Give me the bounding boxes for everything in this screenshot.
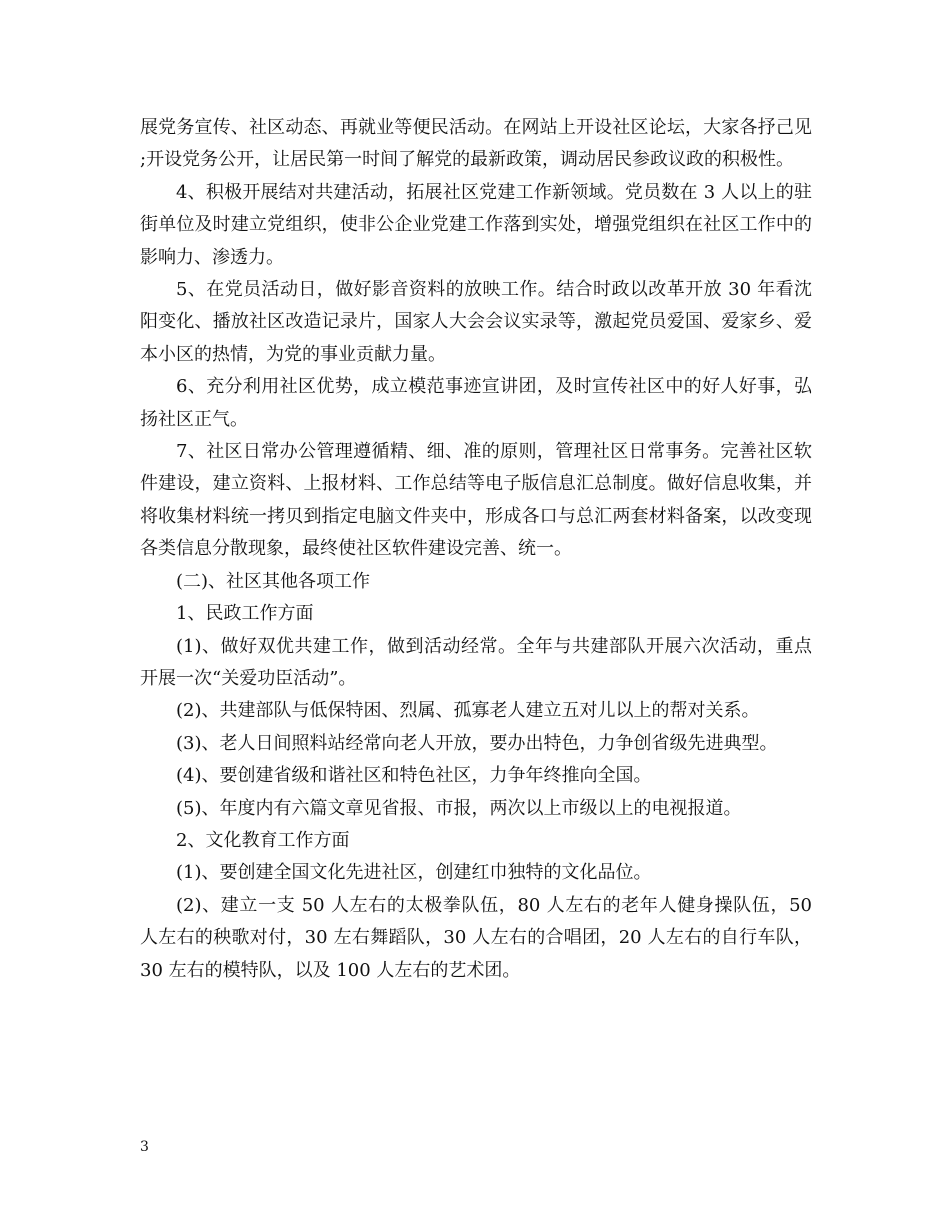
section-heading: (二)、社区其他各项工作 [176,570,371,592]
document-body [140,112,812,987]
subsection-heading: 1、民政工作方面 [176,603,314,625]
page-number: 3 [140,1139,149,1155]
paragraph: 4、积极开展结对共建活动，拓展社区党建工作新领域。党员数在 3 人以上的驻街单位及时建立党组织，使非公企业党建工作落到实处，增强党组织在社区工作中的影响力、渗透力。 [140,181,812,268]
list-item: (2)、建立一支 50 人左右的太极拳队伍，80 人左右的老年人健身操队伍，50 人左右的秧歌对付，30 左右舞蹈队，30 人左右的合唱团，20 人左右的自行车队，30 左右的模特队，以及 100 人左右的艺术团。 [140,894,812,981]
list-item: (1)、要创建全国文化先进社区，创建红巾独特的文化品位。 [176,862,652,884]
paragraph: 7、社区日常办公管理遵循精、细、准的原则，管理社区日常事务。完善社区软件建设，建立资料、上报材料、工作总结等电子版信息汇总制度。做好信息收集，并将收集材料统一拷贝到指定电脑文件夹中，形成各口与总汇两套材料备案，以改变现各类信息分散现象，最终使社区软件建设完善、统一。 [140,441,812,560]
list-item: (5)、年度内有六篇文章见省报、市报，两次以上市级以上的电视报道。 [176,797,742,819]
list-item: (3)、老人日间照料站经常向老人开放，要办出特色，力争创省级先进典型。 [176,732,778,754]
list-item: (4)、要创建省级和谐社区和特色社区，力争年终推向全国。 [176,765,652,787]
list-item: (2)、共建部队与低保特困、烈属、孤寡老人建立五对儿以上的帮对关系。 [176,700,760,722]
list-item: (1)、做好双优共建工作，做到活动经常。全年与共建部队开展六次活动，重点开展一次“关爱功臣活动”。 [140,635,812,689]
paragraph: 展党务宣传、社区动态、再就业等便民活动。在网站上开设社区论坛，大家各抒己见;开设党务公开，让居民第一时间了解党的最新政策，调动居民参政议政的积极性。 [140,117,812,171]
paragraph: 5、在党员活动日，做好影音资料的放映工作。结合时政以改革开放 30 年看沈阳变化、播放社区改造记录片，国家人大会会议实录等，激起党员爱国、爱家乡、爱本小区的热情，为党的事业贡献力量。 [140,279,812,365]
subsection-heading: 2、文化教育工作方面 [176,829,350,851]
paragraph: 6、充分利用社区优势，成立模范事迹宣讲团，及时宣传社区中的好人好事，弘扬社区正气。 [140,376,812,430]
